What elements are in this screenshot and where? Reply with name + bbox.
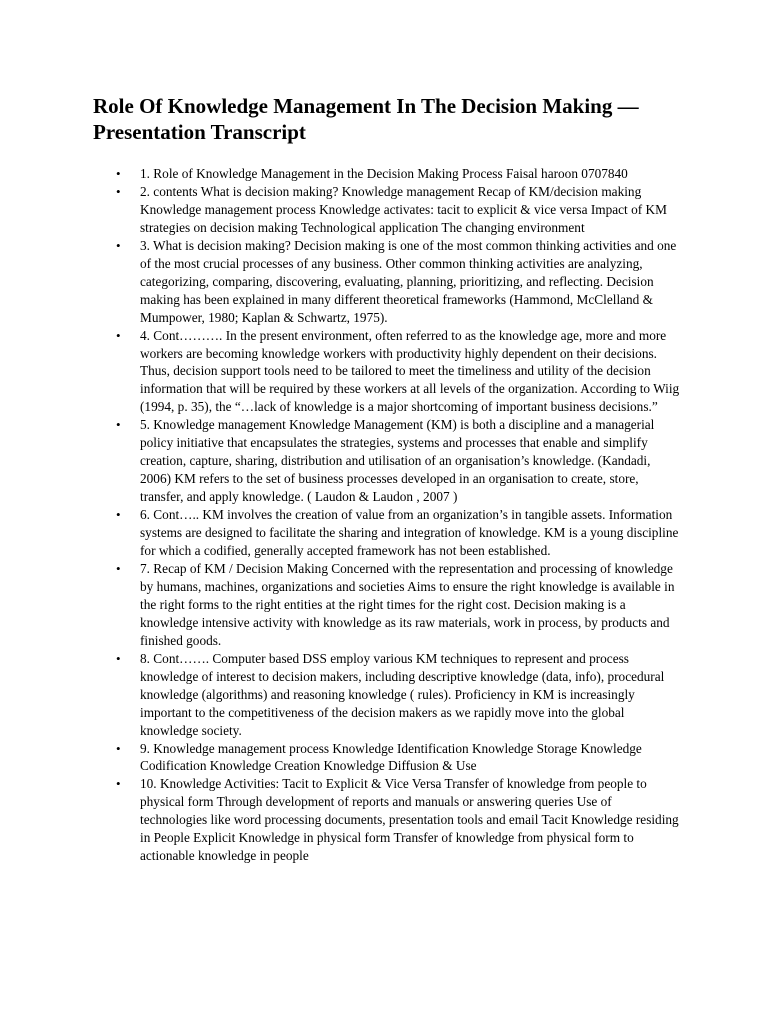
list-item xyxy=(116,506,682,560)
list-item xyxy=(116,650,682,740)
list-item xyxy=(116,165,682,183)
list-item-text: 3. What is decision making? Decision making is one of the most common thinking activities and one of the most crucial processes of any business. Other common thinking activities are analyzing, categorizing, comparing, discovering, evaluating, planning, prioritizing, and reflecting. Decision making has been explained in many different theoretical frameworks (Hammond, McClelland & Mumpower, 1980; Kaplan & Schwartz, 1975). xyxy=(140,237,677,325)
document-title: Role Of Knowledge Management In The Decision Making — Presentation Transcript xyxy=(93,94,639,144)
bullet-icon: • xyxy=(116,237,121,253)
list-item-text: 4. Cont………. In the present environment, often referred to as the knowledge age, more and more workers are becoming knowledge workers with productivity highly dependent on their decisions. Thus, decision support tools need to be tailored to meet the timeliness and utility of the decision information that will be required by these workers at all levels of the organization. According to Wiig (1994, p. 35), the “…lack of knowledge is a major shortcoming of important business decisions.” xyxy=(140,327,680,415)
bullet-icon: • xyxy=(116,417,121,433)
bullet-icon: • xyxy=(116,650,121,666)
list-item-text: 9. Knowledge management process Knowledge Identification Knowledge Storage Knowledge Codification Knowledge Creation Knowledge Diffusion & Use xyxy=(140,740,642,774)
list-item xyxy=(116,183,682,237)
bullet-icon: • xyxy=(116,183,121,199)
list-item-text: 1. Role of Knowledge Management in the Decision Making Process Faisal haroon 0707840 xyxy=(140,166,628,181)
list-item xyxy=(116,237,682,327)
list-item-text: 10. Knowledge Activities: Tacit to Explicit & Vice Versa Transfer of knowledge from people to physical form Through development of reports and manuals or answering queries Use of technologies like word processing documents, presentation tools and email Tacit Knowledge residing in People Explicit Knowledge in physical form Transfer of knowledge from physical form to actionable knowledge in people xyxy=(140,776,679,864)
bullet-icon: • xyxy=(116,560,121,576)
list-item-text: 7. Recap of KM / Decision Making Concerned with the representation and processing of knowledge by humans, machines, organizations and societies Aims to ensure the right knowledge is available in the right forms to the right entities at the right times for the right cost. Decision making is a knowledge intensive activity with knowledge as its raw materials, work in process, by products and finished goods. xyxy=(140,560,675,648)
list-item xyxy=(116,775,682,865)
bullet-icon: • xyxy=(116,740,121,756)
list-item xyxy=(116,327,682,417)
list-item-text: 5. Knowledge management Knowledge Management (KM) is both a discipline and a managerial policy initiative that encapsulates the strategies, systems and processes that enable and simplify creation, capture, sharing, distribution and utilisation of an organisation’s knowledge. (Kandadi, 2006) KM refers to the set of business processes developed in an organisation to create, store, transfer, and apply knowledge. ( Laudon & Laudon , 2007 ) xyxy=(140,417,655,505)
list-item xyxy=(116,560,682,650)
bullet-icon: • xyxy=(116,776,121,792)
bullet-icon: • xyxy=(116,327,121,343)
list-item-text: 2. contents What is decision making? Knowledge management Recap of KM/decision making Knowledge management process Knowledge activates: tacit to explicit & vice versa Impact of KM strategies on decision making Technological application The changing environment xyxy=(140,183,667,235)
bullet-icon: • xyxy=(116,507,121,523)
bullet-icon: • xyxy=(116,166,121,181)
list-item-text: 8. Cont……. Computer based DSS employ various KM techniques to represent and process knowledge of interest to decision makers, including descriptive knowledge (data, info), procedural knowledge (algorithms) and reasoning knowledge ( rules). Proficiency in KM is increasingly important to the competitiveness of the decision makers as we rapidly move into the global knowledge society. xyxy=(140,650,665,738)
transcript-list xyxy=(116,165,682,865)
list-item xyxy=(116,416,682,506)
list-item xyxy=(116,740,682,776)
list-item-text: 6. Cont….. KM involves the creation of value from an organization’s in tangible assets. Information systems are designed to facilitate the sharing and integration of knowledge. KM is a young discipline for which a codified, generally accepted framework has not been established. xyxy=(140,507,679,559)
